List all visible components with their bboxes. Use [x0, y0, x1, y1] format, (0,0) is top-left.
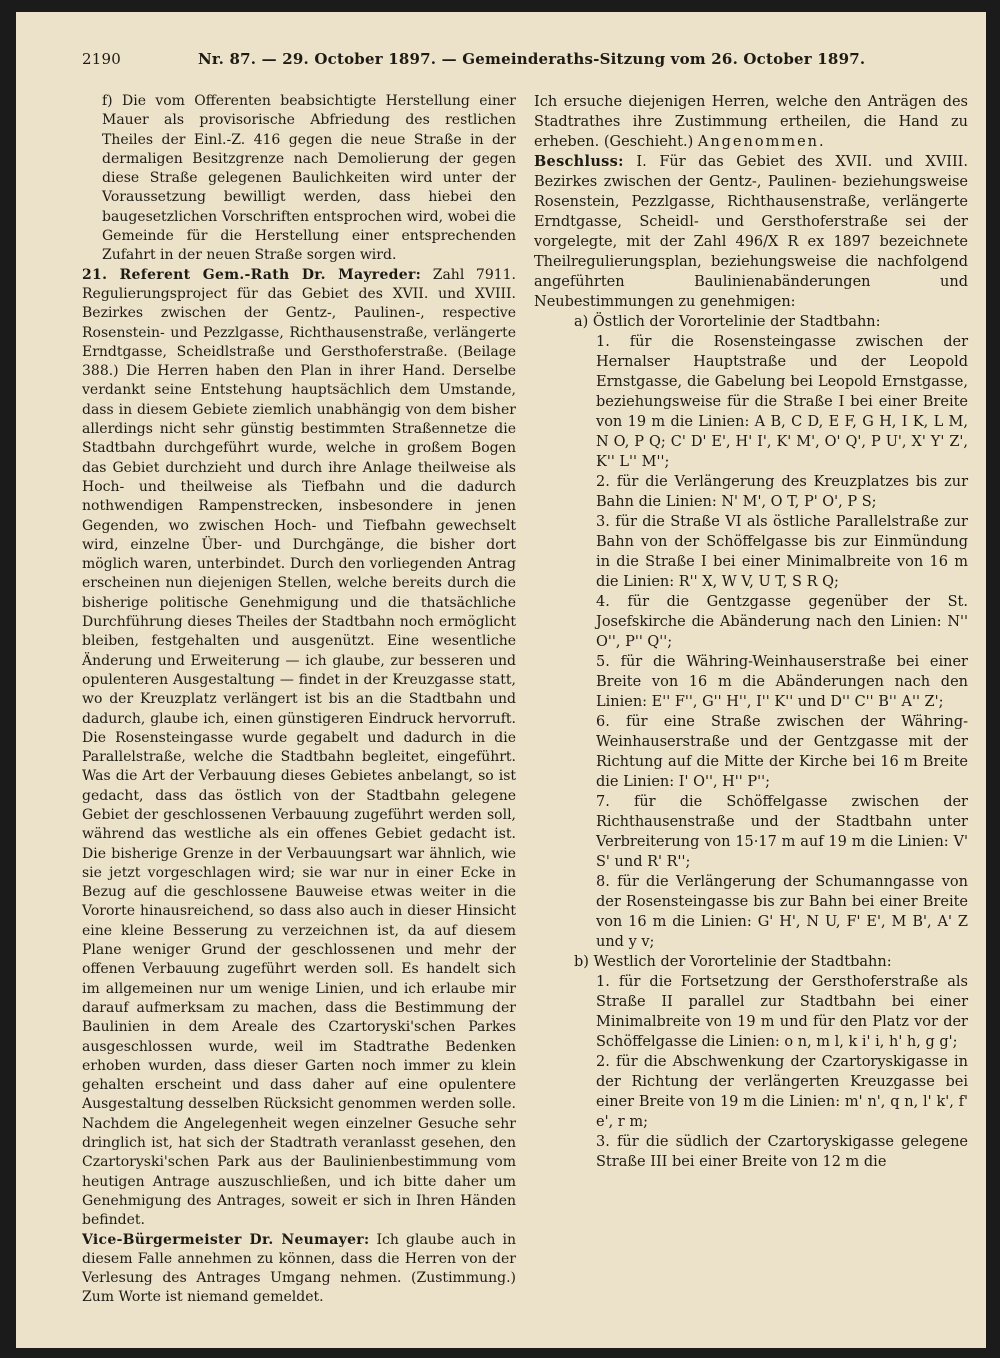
- section-a-item: 2. für die Verlängerung des Kreuzplatzes bis zur Bahn die Linien: N' M', O T, P' O', P S;: [596, 474, 968, 510]
- section-b-item: 2. für die Abschwenkung der Czartoryskigasse in der Richtung der verlängerten Kreuzgasse bei einer Breite von 19 m die Linien: m' n', q n, l' k', f' e', r m;: [596, 1054, 968, 1130]
- resolution-text: I. Für das Gebiet des XVII. und XVIII. Bezirkes zwischen der Gentz-, Paulinen- beziehungsweise Rosenstein, Pezzlgasse, Richthausenstraße, verlängerte Erndtgasse, Scheidl- und Gersthoferstraße sei der vorgelegte, mit der Zahl 496/X R ex 1897 bezeichnete Theilregulierungsplan, beziehungsweise die nachfolgend angeführten Baulinienabänderungen und Neubestimmungen zu genehmigen:: [534, 154, 969, 310]
- section-a-item: 6. für eine Straße zwischen der Währing-Weinhauserstraße und der Gentzgasse mit der Richtung auf die Mitte der Kirche bei 16 m Breite die Linien: I' O'', H'' P'';: [596, 714, 968, 790]
- item-f-paragraph: f) Die vom Offerenten beabsichtigte Herstellung einer Mauer als provisorische Abfriedung des restlichen Theiles der Einl.-Z. 416 gegen die neue Straße in der dermaligen Besitzgrenze nach Demolierung der gegen diese Straße gelegenen Baulichkeiten wird unter der Voraussetzung bewilligt werden, dass hiebei den baugesetzlichen Vorschriften entsprochen wird, wobei die Gemeinde für die Herstellung einer entsprechenden Zufahrt in der neuen Straße sorgen wird.: [102, 93, 516, 264]
- section-b-item: 3. für die südlich der Czartoryskigasse gelegene Straße III bei einer Breite von 12 m die: [596, 1134, 968, 1170]
- section-a-item: 3. für die Straße VI als östliche Parallelstraße zur Bahn von der Schöffelgasse bis zur Einmündung in die Straße I bei einer Minimalbreite von 16 m die Linien: R'' X, W V, U T, S R Q;: [596, 514, 968, 590]
- vice-mayor-paragraph: [82, 1231, 516, 1308]
- item-21-speaker-label: 21. Referent Gem.-Rath Dr. Mayreder:: [82, 266, 422, 283]
- item-21-paragraph: [82, 266, 516, 1231]
- item-21-text: Zahl 7911. Regulierungsproject für das Gebiet des XVII. und XVIII. Bezirkes zwischen der Gentz-, Paulinen-, respective Rosenstein- und Pezzlgasse, Richthausenstraße, verlängerte Erndtgasse, Scheidlstraße und Gersthoferstraße. (Beilage 388.) Die Herren haben den Plan in ihrer Hand. Derselbe verdankt seine Entstehung hauptsächlich dem Umstande, dass in diesem Gebiete ziemlich unabhängig von dem bisher allerdings nicht sehr günstig bestimmten Straßennetze die Stadtbahn durchgeführt wurde, welche in großem Bogen das Gebiet durchzieht und durch ihre Anlage theilweise als Hoch- und theilweise als Tiefbahn und die dadurch nothwendigen Rampenstrecken, insbesondere in jenen Gegenden, wo zwischen Hoch- und Tiefbahn gewechselt wird, einzelne Über- und Durchgänge, die bisher dort möglich waren, unterbindet. Durch den vorliegenden Antrag erscheinen nun diejenigen Stellen, welche bereits durch die bisherige politische Genehmigung und die thatsächliche Durchführung dieses Theiles der Stadtbahn noch ermöglicht bleiben, festgehalten und ausgenützt. Eine wesentliche Änderung und Erweiterung — ich glaube, zur besseren und opulenteren Ausgestaltung — findet in der Kreuzgasse statt, wo der Kreuzplatz verlängert ist bis an die Stadtbahn und dadurch, glaube ich, einen günstigeren Eindruck hervorruft. Die Rosensteingasse wurde gegabelt und dadurch in die Parallelstraße, welche die Stadtbahn begleitet, eingeführt. Was die Art der Verbauung dieses Gebietes anbelangt, so ist gedacht, dass das östlich von der Stadtbahn gelegene Gebiet der geschlossenen Verbauung zugeführt werden soll, während das westliche als ein offenes Gebiet gedacht ist. Die bisherige Grenze in der Verbauungsart war ähnlich, wie sie jetzt vorgeschlagen wird; sie war nur in einer Ecke in Bezug auf die geschlossene Bauweise etwas weiter in die Vororte hinausreichend, so dass also auch in dieser Hinsicht eine kleine Besserung zu verzeichnen ist, da auf diesem Plane weniger Grund der geschlossenen und mehr der offenen Verbauung zugeführt werden soll. Es handelt sich im allgemeinen nur um wenige Linien, und ich erlaube mir darauf aufmerksam zu machen, dass die Bestimmung der Baulinien in dem Areale des Czartoryski'schen Parkes ausgeschlossen wurde, weil im Stadtrathe Bedenken erhoben wurden, dass dieser Garten noch immer zu klein gehalten erscheint und dass daher auf eine opulentere Ausgestaltung desselben Rücksicht genommen werden solle. Nachdem die Angelegenheit wegen einzelner Gesuche sehr dringlich ist, hat sich der Stadtrath veranlasst gesehen, den Czartoryski'schen Park aus der Baulinienbestimmung vom heutigen Antrage auszuschließen, und ich bitte daher um Genehmigung des Antrages, soweit er sich in Ihren Händen befindet.: [82, 266, 517, 1229]
- section-a-item: 1. für die Rosensteingasse zwischen der Hernalser Hauptstraße und der Leopold Ernstgasse, die Gabelung bei Leopold Ernstgasse, beziehungsweise für die Straße I bei einer Breite von 19 m die Linien: A B, C D, E F, G H, I K, L M, N O, P Q; C' D' E', H' I', K' M', O' Q', P U', X' Y' Z', K'' L'' M'';: [596, 334, 968, 470]
- newspaper-page: [16, 12, 986, 1348]
- section-a-heading: a) Östlich der Vorortelinie der Stadtbahn:: [574, 314, 881, 330]
- vote-request-paragraph: [534, 92, 968, 152]
- section-a-item: 8. für die Verlängerung der Schumanngasse von der Rosensteingasse bis zur Bahn bei einer Breite von 16 m die Linien: G' H', N U, F' E', M B', A' Z und y v;: [596, 874, 968, 950]
- section-b-item: 1. für die Fortsetzung der Gersthoferstraße als Straße II parallel zur Stadtbahn bei einer Minimalbreite von 19 m und für den Platz vor der Schöffelgasse die Linien: o n, m l, k i' i, h' h, g g';: [596, 974, 968, 1050]
- left-column: [82, 92, 516, 1308]
- section-a-item: 5. für die Währing-Weinhauserstraße bei einer Breite von 16 m die Abänderungen nach den Linien: E'' F'', G'' H'', I'' K'' und D'' C'' B'' A'' Z';: [596, 654, 968, 710]
- header-title: Nr. 87. — 29. October 1897. — Gemeinderaths-Sitzung vom 26. October 1897.: [198, 50, 866, 68]
- section-b-heading: b) Westlich der Vorortelinie der Stadtbahn:: [574, 954, 892, 970]
- section-a-item: 4. für die Gentzgasse gegenüber der St. Josefskirche die Abänderung nach den Linien: N'' O'', P'' Q'';: [596, 594, 968, 650]
- page-number: 2190: [82, 50, 121, 68]
- resolution-paragraph: [534, 152, 968, 312]
- resolution-label: Beschluss:: [534, 153, 624, 170]
- vice-mayor-text: Ich glaube auch in diesem Falle annehmen zu können, dass die Herren von der Verlesung des Antrages Umgang nehmen. (Zustimmung.) Zum Worte ist niemand gemeldet.: [82, 1231, 516, 1306]
- vice-mayor-speaker-label: Vice-Bürgermeister Dr. Neumayer:: [82, 1231, 370, 1248]
- vote-result: Angenommen.: [697, 134, 826, 150]
- section-a-item: 7. für die Schöffelgasse zwischen der Richthausenstraße und der Stadtbahn unter Verbreiterung von 15·17 m auf 19 m die Linien: V' S' und R' R'';: [596, 794, 968, 870]
- vote-request-text: Ich ersuche diejenigen Herren, welche den Anträgen des Stadtrathes ihre Zustimmung ertheilen, die Hand zu erheben. (Geschieht.): [534, 94, 968, 150]
- right-column: [534, 92, 968, 1172]
